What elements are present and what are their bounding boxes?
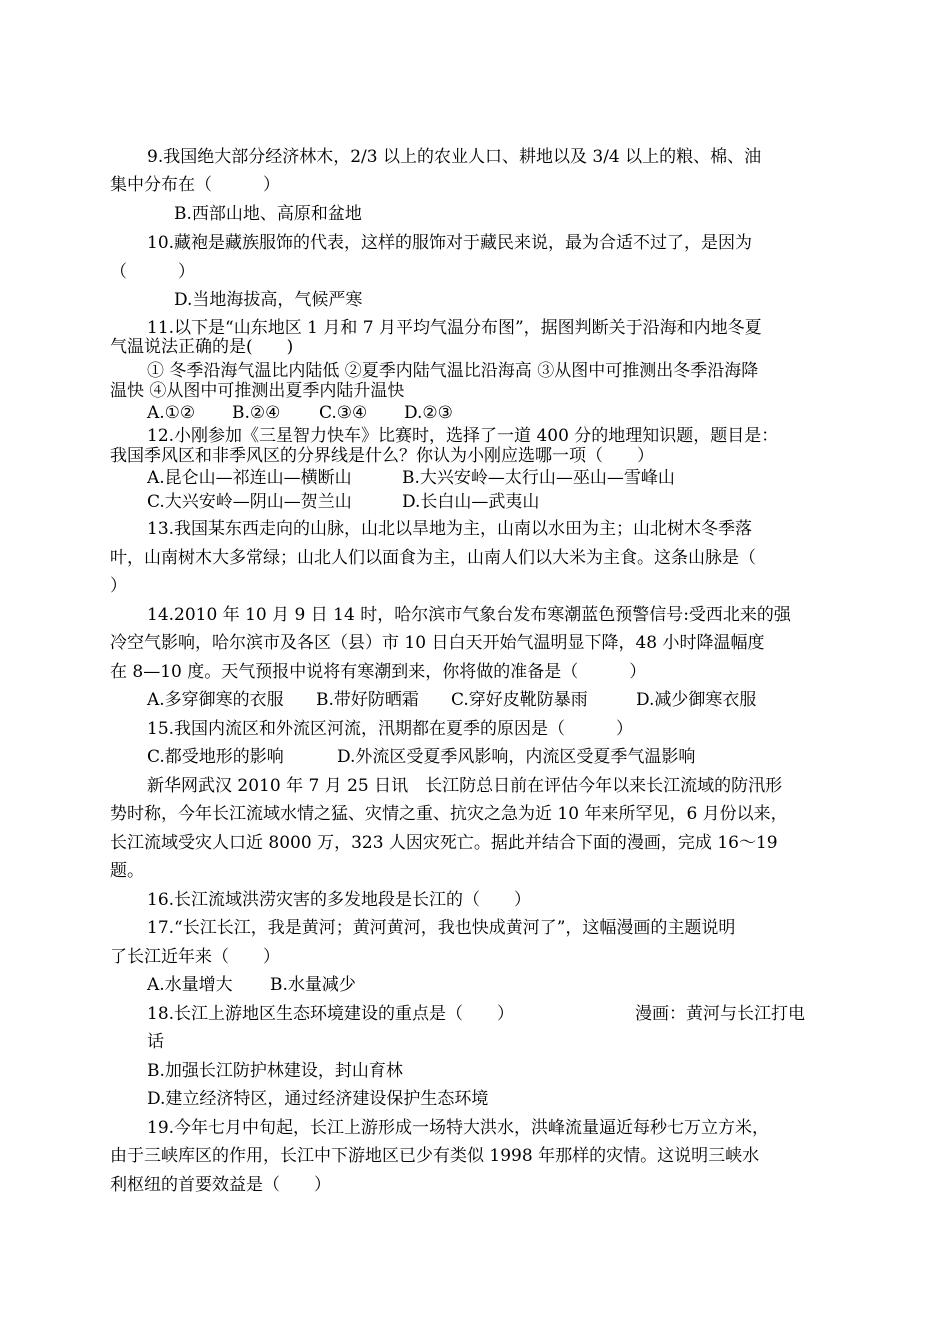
q17-line-1: 17.“长江长江，我是黄河；黄河黄河，我也快成黄河了”，这幅漫画的主题说明	[147, 918, 736, 938]
passage-line-1: 新华网武汉 2010 年 7 月 25 日讯 长江防总日前在评估今年以来长江流域的防汛形	[147, 776, 783, 796]
q14-option-d: D.减少御寒衣服	[636, 690, 757, 710]
passage-line-3: 长江流域受灾人口近 8000 万，323 人因灾死亡。据此并结合下面的漫画，完成 16～19	[110, 833, 778, 853]
q12-option-c: C.大兴安岭—阴山—贺兰山	[147, 492, 352, 512]
q14-option-c: C.穿好皮靴防暴雨	[451, 690, 588, 710]
q18-option-b: B.加强长江防护林建设，封山育林	[147, 1061, 403, 1081]
q12-line-2: 我国季风区和非季风区的分界线是什么？你认为小刚应选哪一项（ ）	[110, 446, 654, 466]
q18-option-d: D.建立经济特区，通过经济建设保护生态环境	[147, 1089, 489, 1109]
q11-line-3: ① 冬季沿海气温比内陆低 ②夏季内陆气温比沿海高 ③从图中可推测出冬季沿海降	[147, 361, 759, 381]
q11-option-d: D.②③	[404, 403, 453, 423]
passage-line-2: 势时称，今年长江流域水情之猛、灾情之重、抗灾之急为近 10 年来所罕见，6 月份以来，	[110, 804, 788, 824]
q13-line-3: ）	[110, 576, 127, 596]
q12-line-1: 12.小刚参加《三星智力快车》比赛时，选择了一道 400 分的地理知识题，题目是：	[147, 426, 779, 446]
q17-options	[147, 974, 356, 996]
q15-line-1: 15.我国内流区和外流区河流，汛期都在夏季的原因是（ ）	[147, 719, 634, 739]
q12-option-b: B.大兴安岭—太行山—巫山—雪峰山	[402, 468, 675, 488]
q9-option-b: B.西部山地、高原和盆地	[174, 204, 362, 224]
q12-option-a: A.昆仑山—祁连山—横断山	[147, 468, 352, 488]
q9-line-1: 9.我国绝大部分经济林木，2/3 以上的农业人口、耕地以及 3/4 以上的粮、棉、油	[147, 147, 762, 167]
q15-options	[147, 746, 695, 768]
q9-line-2: 集中分布在（ ）	[110, 175, 280, 195]
cartoon-caption-line-1: 漫画：黄河与长江打电	[635, 1004, 805, 1024]
q12-option-d: D.长白山—武夷山	[402, 492, 540, 512]
q15-option-d: D.外流区受夏季风影响，内流区受夏季气温影响	[337, 747, 696, 767]
q11-option-a: A.①②	[147, 403, 196, 423]
q11-line-2: 气温说法正确的是( )	[110, 337, 294, 357]
cartoon-caption-line-2: 话	[147, 1032, 164, 1052]
q11-line-1: 11.以下是“山东地区 1 月和 7 月平均气温分布图”，据图判断关于沿海和内地冬夏	[147, 318, 762, 338]
q14-line-2: 冷空气影响，哈尔滨市及各区（县）市 10 日白天开始气温明显下降，48 小时降温幅度	[110, 633, 765, 653]
q16-line-1: 16.长江流域洪涝灾害的多发地段是长江的（ ）	[147, 890, 532, 910]
q12-options-row-2	[147, 491, 539, 513]
q19-line-2: 由于三峡库区的作用，长江中下游地区已少有类似 1998 年那样的灾情。这说明三峡水	[110, 1146, 760, 1166]
q14-options	[147, 689, 756, 711]
q11-option-b: B.②④	[232, 403, 281, 423]
q12-options-row-1	[147, 467, 675, 489]
q17-line-2: 了长江近年来（ ）	[110, 947, 280, 967]
q17-option-a: A.水量增大	[147, 975, 233, 995]
q19-line-3: 利枢纽的首要效益是（ ）	[110, 1175, 331, 1195]
passage-line-4: 题。	[110, 861, 144, 881]
q11-option-c: C.③④	[319, 403, 368, 423]
q14-line-3: 在 8—10 度。天气预报中说将有寒潮到来，你将做的准备是（ ）	[110, 662, 647, 682]
q10-line-1: 10.藏袍是藏族服饰的代表，这样的服饰对于藏民来说，最为合适不过了，是因为	[147, 233, 753, 253]
q15-option-c: C.都受地形的影响	[147, 747, 284, 767]
q18-line-1: 18.长江上游地区生态环境建设的重点是（ ）	[147, 1004, 515, 1024]
q13-line-1: 13.我国某东西走向的山脉，山北以旱地为主，山南以水田为主；山北树木冬季落	[147, 519, 753, 539]
q11-line-4: 温快 ④从图中可推测出夏季内陆升温快	[110, 381, 405, 401]
q10-option-d: D.当地海拔高，气候严寒	[174, 290, 363, 310]
q11-options	[147, 402, 453, 424]
q14-line-1: 14.2010 年 10 月 9 日 14 时，哈尔滨市气象台发布寒潮蓝色预警信号:受西北来的强	[147, 605, 791, 625]
q14-option-b: B.带好防晒霜	[316, 690, 419, 710]
q17-option-b: B.水量减少	[270, 975, 356, 995]
q19-line-1: 19.今年七月中旬起，长江上游形成一场特大洪水，洪峰流量逼近每秒七万立方米，	[147, 1118, 770, 1138]
q13-line-2: 叶，山南树木大多常绿；山北人们以面食为主，山南人们以大米为主食。这条山脉是（	[110, 548, 756, 568]
q14-option-a: A.多穿御寒的衣服	[147, 690, 284, 710]
q10-line-2: （ ）	[110, 262, 195, 282]
